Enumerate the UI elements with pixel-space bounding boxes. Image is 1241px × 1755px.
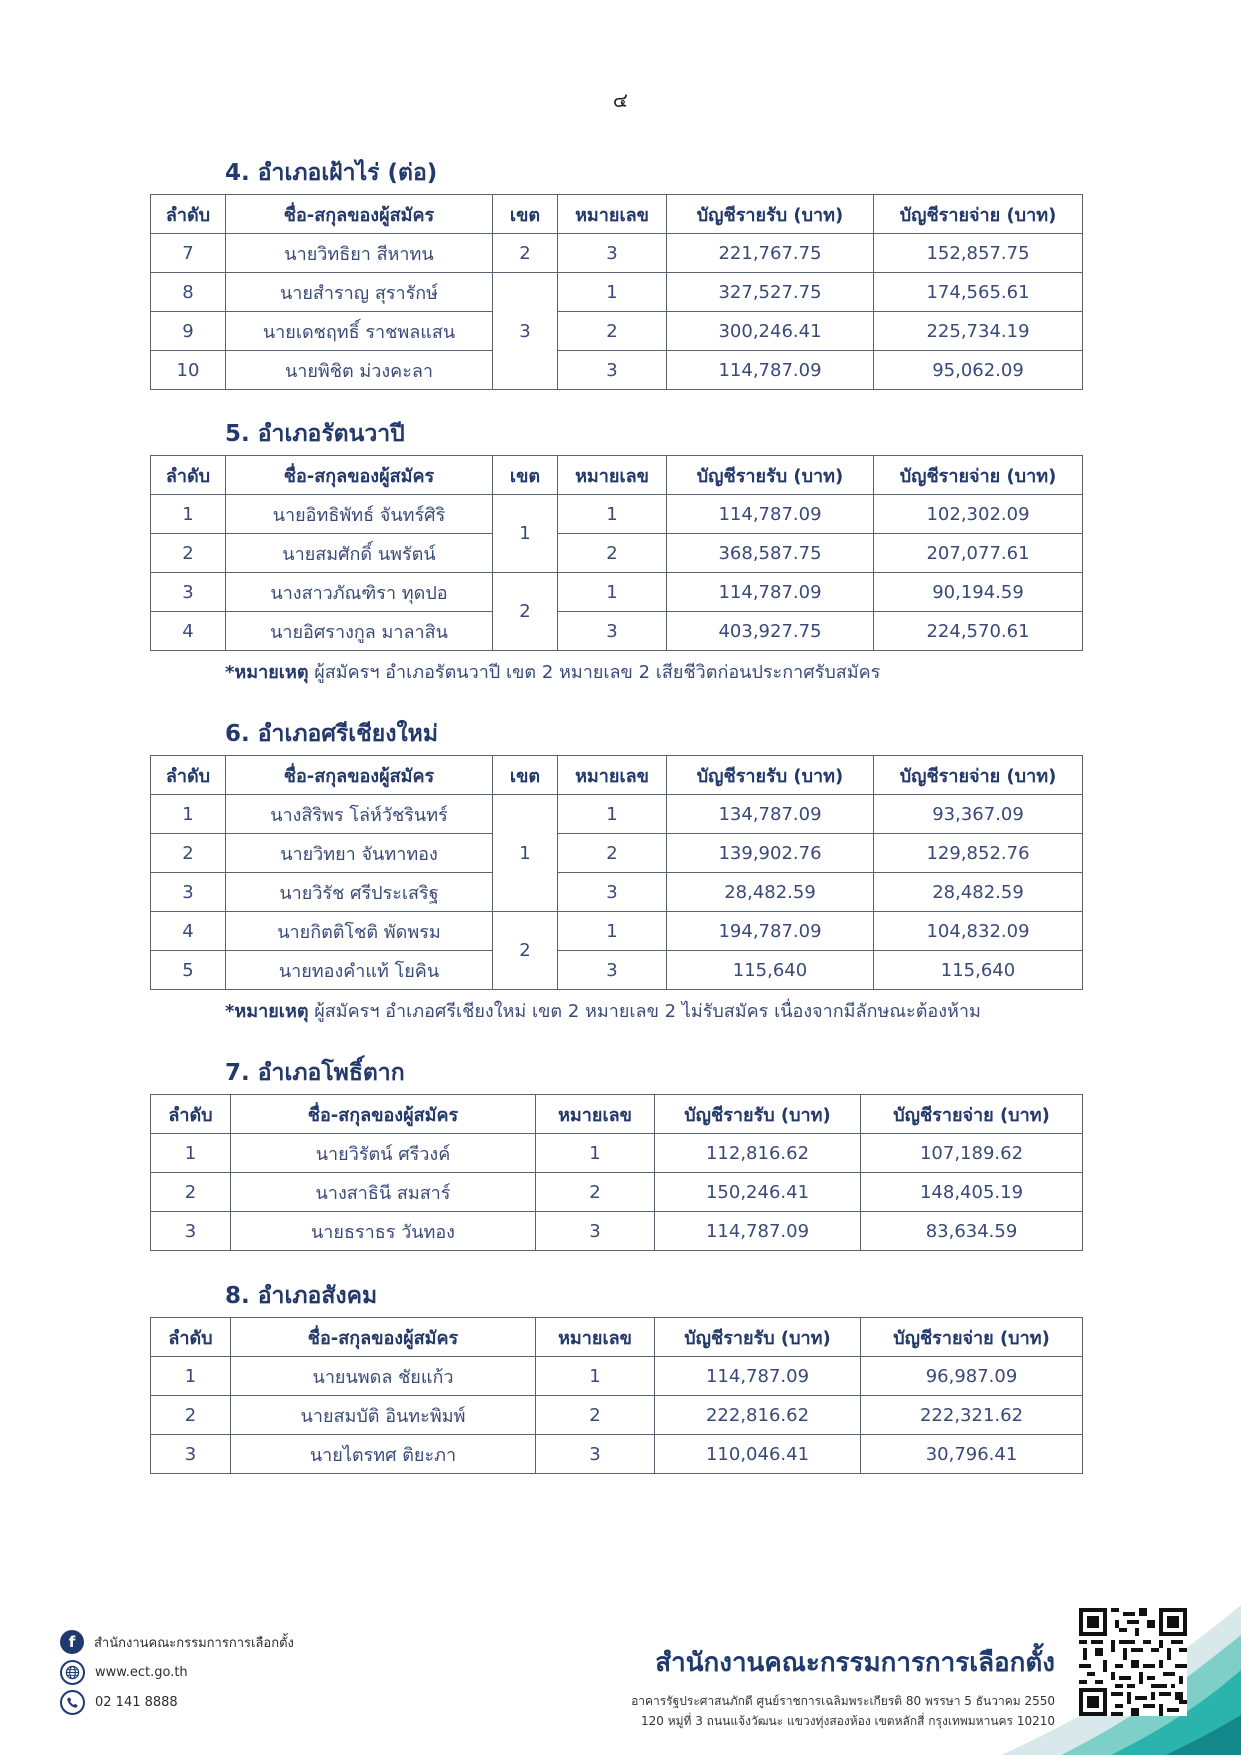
phone-label: 02 141 8888 xyxy=(95,1694,178,1710)
col-header-name: ชื่อ-สกุลของผู้สมัคร xyxy=(226,195,493,234)
cell-number: 1 xyxy=(558,912,667,951)
cell-expense: 95,062.09 xyxy=(874,351,1083,390)
candidate-table xyxy=(150,1317,1083,1474)
cell-expense: 28,482.59 xyxy=(874,873,1083,912)
section-fao-rai xyxy=(150,156,1082,390)
cell-income: 112,816.62 xyxy=(655,1134,861,1173)
table-row xyxy=(151,234,1083,273)
page-number: ๔ xyxy=(612,88,629,112)
cell-income: 115,640 xyxy=(667,951,874,990)
cell-name: นางสาธินี สมสาร์ xyxy=(231,1173,536,1212)
col-header-income: บัญชีรายรับ (บาท) xyxy=(667,756,874,795)
cell-expense: 115,640 xyxy=(874,951,1083,990)
col-header-name: ชื่อ-สกุลของผู้สมัคร xyxy=(231,1095,536,1134)
cell-name: นายธราธร วันทอง xyxy=(231,1212,536,1251)
cell-number: 2 xyxy=(558,534,667,573)
cell-income: 368,587.75 xyxy=(667,534,874,573)
cell-order: 3 xyxy=(151,873,226,912)
col-header-order: ลำดับ xyxy=(151,195,226,234)
cell-income: 150,246.41 xyxy=(655,1173,861,1212)
table-header-row xyxy=(151,1318,1083,1357)
section-title: 8. อำเภอสังคม xyxy=(225,1283,378,1309)
cell-name: นางสิริพร โล่ห์วัชรินทร์ xyxy=(226,795,493,834)
section-rattanawapi xyxy=(150,417,1082,686)
table-row xyxy=(151,1396,1083,1435)
cell-name: นายไตรทศ ติยะภา xyxy=(231,1435,536,1474)
footer-contacts xyxy=(60,1627,294,1717)
facebook-icon: f xyxy=(60,1630,84,1654)
col-header-income: บัญชีรายรับ (บาท) xyxy=(655,1318,861,1357)
cell-number: 1 xyxy=(558,273,667,312)
cell-expense: 102,302.09 xyxy=(874,495,1083,534)
facebook-label: สำนักงานคณะกรรมการการเลือกตั้ง xyxy=(94,1635,294,1651)
cell-expense: 83,634.59 xyxy=(861,1212,1083,1251)
address-line-2: 120 หมู่ที่ 3 ถนนแจ้งวัฒนะ แขวงทุ่งสองห้อง เขตหลักสี่ กรุงเทพมหานคร 10210 xyxy=(640,1714,1055,1728)
cell-order: 1 xyxy=(151,1134,231,1173)
footer-organization xyxy=(631,1642,1055,1731)
footnote-text: ผู้สมัครฯ อำเภอรัตนวาปี เขต 2 หมายเลข 2 เสียชีวิตก่อนประกาศรับสมัคร xyxy=(308,662,881,683)
cell-order: 1 xyxy=(151,795,226,834)
website-label: www.ect.go.th xyxy=(95,1664,188,1680)
phone-icon xyxy=(60,1690,85,1715)
phone-link[interactable] xyxy=(60,1687,294,1717)
section-title: 6. อำเภอศรีเชียงใหม่ xyxy=(225,721,438,747)
table-header-row xyxy=(151,195,1083,234)
table-row xyxy=(151,612,1083,651)
cell-number: 2 xyxy=(536,1396,655,1435)
cell-order: 4 xyxy=(151,612,226,651)
col-header-order: ลำดับ xyxy=(151,1318,231,1357)
cell-income: 194,787.09 xyxy=(667,912,874,951)
table-row xyxy=(151,495,1083,534)
cell-number: 1 xyxy=(536,1134,655,1173)
cell-income: 403,927.75 xyxy=(667,612,874,651)
facebook-link[interactable] xyxy=(60,1627,294,1657)
cell-name: นายวิทยา จันทาทอง xyxy=(226,834,493,873)
col-header-number: หมายเลข xyxy=(558,456,667,495)
cell-name: นายนพดล ชัยแก้ว xyxy=(231,1357,536,1396)
cell-name: นายพิชิต ม่วงคะลา xyxy=(226,351,493,390)
section-title: 4. อำเภอเฝ้าไร่ (ต่อ) xyxy=(225,160,438,186)
col-header-expense: บัญชีรายจ่าย (บาท) xyxy=(874,456,1083,495)
cell-zone: 3 xyxy=(493,273,558,390)
table-row xyxy=(151,834,1083,873)
col-header-income: บัญชีรายรับ (บาท) xyxy=(667,195,874,234)
cell-name: นายอิทธิพัทธ์ จันทร์ศิริ xyxy=(226,495,493,534)
address-line-1: อาคารรัฐประศาสนภักดี ศูนย์ราชการเฉลิมพระเกียรติ 80 พรรษา 5 ธันวาคม 2550 xyxy=(631,1694,1055,1708)
cell-income: 222,816.62 xyxy=(655,1396,861,1435)
cell-number: 3 xyxy=(558,951,667,990)
footnote-label: *หมายเหตุ xyxy=(225,662,309,683)
qr-code xyxy=(1079,1608,1187,1716)
cell-income: 221,767.75 xyxy=(667,234,874,273)
table-row xyxy=(151,1435,1083,1474)
cell-number: 1 xyxy=(558,495,667,534)
cell-number: 1 xyxy=(558,573,667,612)
col-header-number: หมายเลข xyxy=(558,756,667,795)
table-row xyxy=(151,273,1083,312)
cell-income: 114,787.09 xyxy=(667,573,874,612)
table-row xyxy=(151,912,1083,951)
organization-name: สำนักงานคณะกรรมการการเลือกตั้ง xyxy=(655,1648,1055,1678)
section-title: 5. อำเภอรัตนวาปี xyxy=(225,421,405,447)
col-header-income: บัญชีรายรับ (บาท) xyxy=(667,456,874,495)
col-header-name: ชื่อ-สกุลของผู้สมัคร xyxy=(231,1318,536,1357)
cell-number: 3 xyxy=(558,351,667,390)
col-header-number: หมายเลข xyxy=(558,195,667,234)
cell-name: นางสาวภัณฑิรา ทุดปอ xyxy=(226,573,493,612)
candidate-table xyxy=(150,455,1083,651)
table-row xyxy=(151,1357,1083,1396)
table-row xyxy=(151,1212,1083,1251)
cell-expense: 222,321.62 xyxy=(861,1396,1083,1435)
cell-name: นายกิตติโชติ พัดพรม xyxy=(226,912,493,951)
cell-order: 1 xyxy=(151,1357,231,1396)
cell-income: 300,246.41 xyxy=(667,312,874,351)
cell-order: 2 xyxy=(151,1396,231,1435)
cell-income: 134,787.09 xyxy=(667,795,874,834)
cell-expense: 224,570.61 xyxy=(874,612,1083,651)
col-header-order: ลำดับ xyxy=(151,456,226,495)
col-header-number: หมายเลข xyxy=(536,1318,655,1357)
cell-number: 3 xyxy=(536,1212,655,1251)
col-header-order: ลำดับ xyxy=(151,1095,231,1134)
cell-name: นายเดชฤทธิ์ ราชพลแสน xyxy=(226,312,493,351)
table-row xyxy=(151,573,1083,612)
section-si-chiang-mai xyxy=(150,717,1082,1025)
col-header-order: ลำดับ xyxy=(151,756,226,795)
col-header-zone: เขต xyxy=(493,456,558,495)
cell-number: 3 xyxy=(536,1435,655,1474)
cell-name: นายทองคำแท้ โยคิน xyxy=(226,951,493,990)
table-row xyxy=(151,795,1083,834)
section-title: 7. อำเภอโพธิ์ตาก xyxy=(225,1060,405,1086)
cell-name: นายวิรัตน์ ศรีวงค์ xyxy=(231,1134,536,1173)
cell-income: 139,902.76 xyxy=(667,834,874,873)
table-row xyxy=(151,873,1083,912)
cell-expense: 225,734.19 xyxy=(874,312,1083,351)
col-header-zone: เขต xyxy=(493,195,558,234)
cell-order: 1 xyxy=(151,495,226,534)
cell-number: 3 xyxy=(558,234,667,273)
footnote xyxy=(225,996,1082,1025)
table-row xyxy=(151,534,1083,573)
table-row xyxy=(151,951,1083,990)
cell-name: นายสมศักดิ์ นพรัตน์ xyxy=(226,534,493,573)
cell-expense: 90,194.59 xyxy=(874,573,1083,612)
candidate-table xyxy=(150,755,1083,990)
candidate-table xyxy=(150,194,1083,390)
col-header-number: หมายเลข xyxy=(536,1095,655,1134)
col-header-zone: เขต xyxy=(493,756,558,795)
cell-income: 114,787.09 xyxy=(655,1357,861,1396)
col-header-expense: บัญชีรายจ่าย (บาท) xyxy=(861,1318,1083,1357)
cell-expense: 207,077.61 xyxy=(874,534,1083,573)
candidate-table xyxy=(150,1094,1083,1251)
cell-expense: 148,405.19 xyxy=(861,1173,1083,1212)
cell-income: 114,787.09 xyxy=(655,1212,861,1251)
cell-name: นายอิศรางกูล มาลาสิน xyxy=(226,612,493,651)
cell-zone: 1 xyxy=(493,495,558,573)
website-link[interactable] xyxy=(60,1657,294,1687)
cell-order: 8 xyxy=(151,273,226,312)
cell-expense: 129,852.76 xyxy=(874,834,1083,873)
cell-income: 110,046.41 xyxy=(655,1435,861,1474)
cell-number: 1 xyxy=(558,795,667,834)
cell-order: 3 xyxy=(151,1435,231,1474)
cell-order: 3 xyxy=(151,573,226,612)
cell-zone: 2 xyxy=(493,234,558,273)
cell-expense: 30,796.41 xyxy=(861,1435,1083,1474)
cell-order: 7 xyxy=(151,234,226,273)
cell-order: 2 xyxy=(151,834,226,873)
col-header-name: ชื่อ-สกุลของผู้สมัคร xyxy=(226,456,493,495)
cell-name: นายสมบัติ อินทะพิมพ์ xyxy=(231,1396,536,1435)
cell-number: 3 xyxy=(558,873,667,912)
cell-income: 28,482.59 xyxy=(667,873,874,912)
cell-name: นายวิรัช ศรีประเสริฐ xyxy=(226,873,493,912)
section-pho-tak xyxy=(150,1056,1082,1251)
col-header-name: ชื่อ-สกุลของผู้สมัคร xyxy=(226,756,493,795)
section-sangkhom xyxy=(150,1279,1082,1474)
footnote xyxy=(225,657,1082,686)
cell-expense: 96,987.09 xyxy=(861,1357,1083,1396)
cell-order: 9 xyxy=(151,312,226,351)
col-header-expense: บัญชีรายจ่าย (บาท) xyxy=(874,756,1083,795)
cell-zone: 1 xyxy=(493,795,558,912)
cell-income: 114,787.09 xyxy=(667,495,874,534)
cell-income: 114,787.09 xyxy=(667,351,874,390)
cell-zone: 2 xyxy=(493,573,558,651)
table-row xyxy=(151,1173,1083,1212)
cell-order: 3 xyxy=(151,1212,231,1251)
cell-number: 2 xyxy=(558,312,667,351)
cell-number: 2 xyxy=(558,834,667,873)
cell-zone: 2 xyxy=(493,912,558,990)
cell-order: 2 xyxy=(151,534,226,573)
table-header-row xyxy=(151,756,1083,795)
cell-expense: 152,857.75 xyxy=(874,234,1083,273)
col-header-expense: บัญชีรายจ่าย (บาท) xyxy=(874,195,1083,234)
table-row xyxy=(151,312,1083,351)
table-row xyxy=(151,351,1083,390)
cell-number: 2 xyxy=(536,1173,655,1212)
cell-expense: 104,832.09 xyxy=(874,912,1083,951)
cell-order: 5 xyxy=(151,951,226,990)
cell-expense: 107,189.62 xyxy=(861,1134,1083,1173)
footnote-text: ผู้สมัครฯ อำเภอศรีเชียงใหม่ เขต 2 หมายเลข 2 ไม่รับสมัคร เนื่องจากมีลักษณะต้องห้าม xyxy=(308,1001,981,1022)
table-header-row xyxy=(151,456,1083,495)
cell-name: นายสำราญ สุรารักษ์ xyxy=(226,273,493,312)
col-header-expense: บัญชีรายจ่าย (บาท) xyxy=(861,1095,1083,1134)
cell-income: 327,527.75 xyxy=(667,273,874,312)
footnote-label: *หมายเหตุ xyxy=(225,1001,309,1022)
table-header-row xyxy=(151,1095,1083,1134)
cell-order: 2 xyxy=(151,1173,231,1212)
globe-icon xyxy=(60,1660,85,1685)
cell-number: 3 xyxy=(558,612,667,651)
table-row xyxy=(151,1134,1083,1173)
cell-expense: 93,367.09 xyxy=(874,795,1083,834)
cell-expense: 174,565.61 xyxy=(874,273,1083,312)
cell-order: 4 xyxy=(151,912,226,951)
cell-name: นายวิทธิยา สีหาทน xyxy=(226,234,493,273)
cell-number: 1 xyxy=(536,1357,655,1396)
col-header-income: บัญชีรายรับ (บาท) xyxy=(655,1095,861,1134)
cell-order: 10 xyxy=(151,351,226,390)
